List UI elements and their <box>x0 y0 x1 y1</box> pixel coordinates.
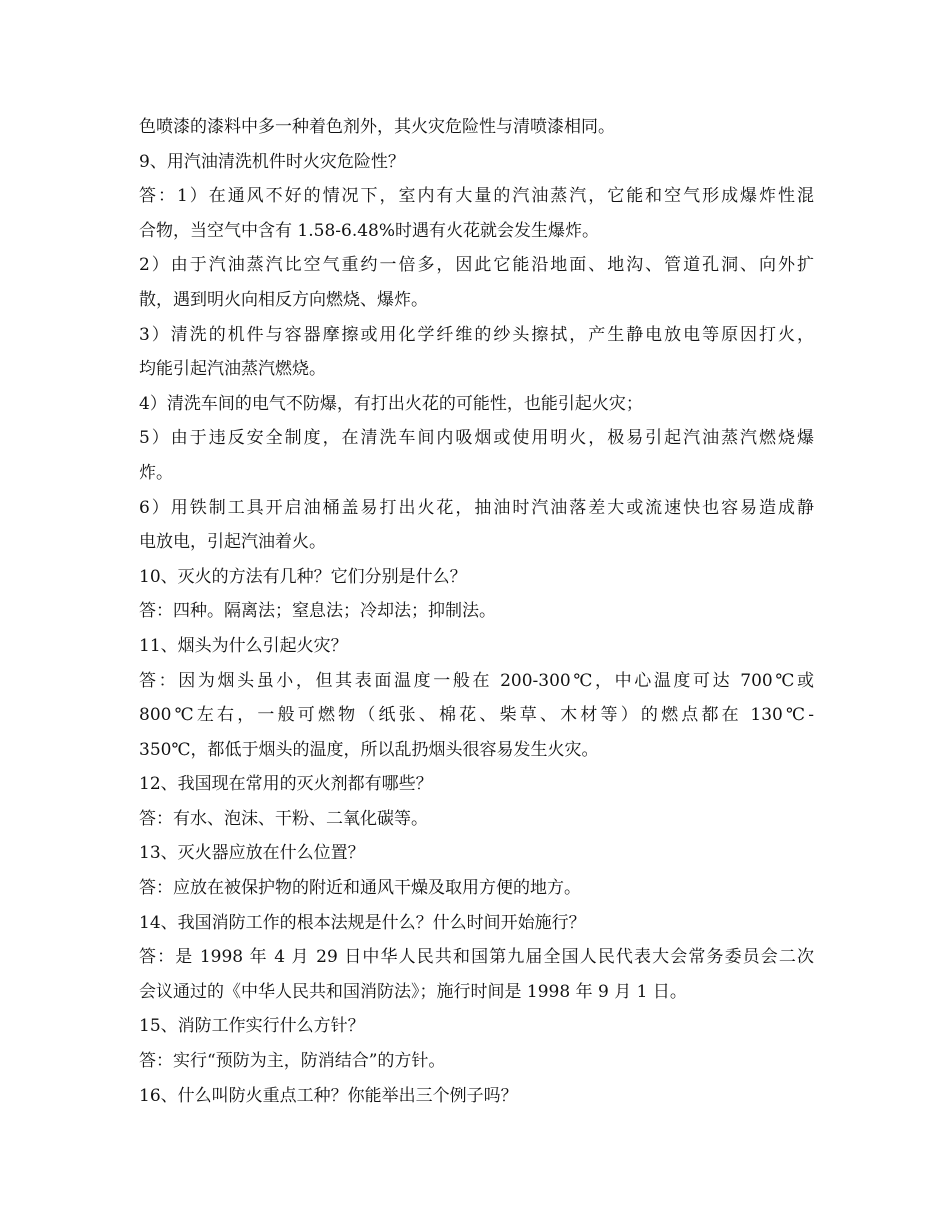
text-line: 12、我国现在常用的灭火剂都有哪些？ <box>139 774 433 795</box>
text-line: 合物，当空气中含有 1.58-6.48%时遇有火花就会发生爆炸。 <box>139 220 600 241</box>
text-line: 答：因为烟头虽小，但其表面温度一般在 200-300℃，中心温度可达 700℃或 <box>139 670 814 691</box>
document-body <box>139 110 814 1113</box>
text-line: 3）清洗的机件与容器摩擦或用化学纤维的纱头擦拭，产生静电放电等原因打火， <box>139 324 814 345</box>
text-line: 答：有水、泡沫、干粉、二氧化碳等。 <box>139 808 428 829</box>
text-line: 14、我国消防工作的根本法规是什么？什么时间开始施行？ <box>139 912 586 933</box>
text-line: 9、用汽油清洗机件时火灾危险性？ <box>139 151 405 172</box>
text-line: 会议通过的《中华人民共和国消防法》；施行时间是 1998 年 9 月 1 日。 <box>139 981 687 1002</box>
text-line: 2）由于汽油蒸汽比空气重约一倍多，因此它能沿地面、地沟、管道孔洞、向外扩 <box>139 255 814 276</box>
text-line: 答：是 1998 年 4 月 29 日中华人民共和国第九届全国人民代表大会常务委员会二次 <box>139 947 814 968</box>
text-line: 800℃左右，一般可燃物（纸张、棉花、柴草、木材等）的燃点都在 130℃- <box>139 705 814 726</box>
text-line: 电放电，引起汽油着火。 <box>139 532 326 553</box>
text-line: 答：实行“预防为主，防消结合”的方针。 <box>139 1051 446 1072</box>
text-line: 均能引起汽油蒸汽燃烧。 <box>139 359 326 380</box>
text-line: 4）清洗车间的电气不防爆，有打出火花的可能性，也能引起火灾； <box>139 393 643 414</box>
text-line: 13、灭火器应放在什么位置？ <box>139 843 365 864</box>
text-line: 16、什么叫防火重点工种？你能举出三个例子吗？ <box>139 1085 518 1106</box>
text-line: 5）由于违反安全制度，在清洗车间内吸烟或使用明火，极易引起汽油蒸汽燃烧爆 <box>139 428 814 449</box>
text-line: 11、烟头为什么引起火灾？ <box>139 635 348 656</box>
text-line: 散，遇到明火向相反方向燃烧、爆炸。 <box>139 289 428 310</box>
text-line: 6）用铁制工具开启油桶盖易打出火花，抽油时汽油落差大或流速快也容易造成静 <box>139 497 814 518</box>
text-line: 炸。 <box>139 462 173 483</box>
text-line: 350℃，都低于烟头的温度，所以乱扔烟头很容易发生火灾。 <box>139 739 599 760</box>
text-line: 10、灭火的方法有几种？它们分别是什么？ <box>139 566 467 587</box>
text-line: 15、消防工作实行什么方针？ <box>139 1016 365 1037</box>
text-line: 答：四种。隔离法；窒息法；冷却法；抑制法。 <box>139 601 496 622</box>
text-line: 答：应放在被保护物的附近和通风干燥及取用方便的地方。 <box>139 878 581 899</box>
text-line: 色喷漆的漆料中多一种着色剂外，其火灾危险性与清喷漆相同。 <box>139 117 615 137</box>
text-line: 答：1）在通风不好的情况下，室内有大量的汽油蒸汽，它能和空气形成爆炸性混 <box>139 186 814 207</box>
